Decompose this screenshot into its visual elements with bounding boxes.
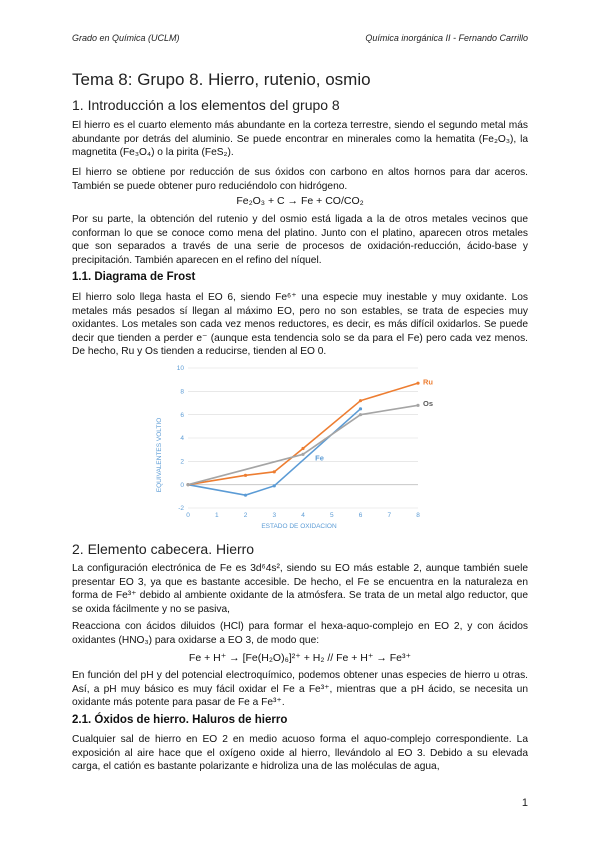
chart-x-tick-label: 8 <box>416 512 420 519</box>
header-course: Grado en Química (UCLM) <box>72 33 180 43</box>
chart-point-ru <box>273 470 276 473</box>
oxides-halides-heading: 2.1. Óxidos de hierro. Haluros de hierro <box>72 714 288 726</box>
chart-series-line-ru <box>188 383 418 485</box>
chart-point-ru <box>301 447 304 450</box>
frost-diagram-chart <box>150 360 450 535</box>
section-2-paragraph-1: La configuración electrónica de Fe es 3d⁶4s², siendo su EO más estable 2, aunque también suele presentar EO 3, ya que es bastante accesible. De hecho, el Fe se encuentra en la naturaleza en forma de Fe³⁺ debido al ambiente oxidante de la atmósfera. Se trata de un metal algo reductor, que se oxida fácilmente y no se pasiva, <box>72 563 528 615</box>
chart-x-tick-label: 5 <box>329 512 334 519</box>
chart-y-tick-label: 4 <box>180 435 184 443</box>
chart-legend-label-os: Os <box>423 398 434 408</box>
chart-x-tick-label: 3 <box>272 512 277 519</box>
chart-point-fe <box>244 494 247 497</box>
section-2-heading: 2. Elemento cabecera. Hierro <box>72 541 255 557</box>
section-1-paragraph-3: Por su parte, la obtención del rutenio y del osmio está ligada a la de otros metales vecinos que conforman lo que se conoce como mena del platino. Junto con el platino, aparecen otros metales que son separados a través de una serie de procesos de oxidación-reducción, ácido-base y precipitación. También aparecen en el refino del níquel. <box>72 214 528 266</box>
chart-gridlines <box>188 368 418 508</box>
chart-point-fe <box>359 407 362 410</box>
frost-diagram-heading: 1.1. Diagrama de Frost <box>72 271 196 283</box>
chart-y-tick-label: 6 <box>180 411 184 419</box>
chart-y-tick-label: 0 <box>180 481 184 489</box>
chart-point-os <box>186 483 189 486</box>
section-1-heading: 1. Introducción a los elementos del grupo 8 <box>72 97 340 113</box>
page-number: 1 <box>521 797 528 809</box>
chart-x-tick-label: 4 <box>301 512 305 519</box>
chart-series <box>186 378 433 497</box>
chart-x-tick-label: 7 <box>387 512 392 519</box>
chart-point-os <box>359 413 362 416</box>
chart-x-tick-label: 0 <box>186 512 190 519</box>
chart-point-os <box>416 404 419 407</box>
chart-x-axis-label: ESTADO DE OXIDACION <box>261 523 337 530</box>
chart-point-fe <box>273 484 276 487</box>
section-1-paragraph-2: El hierro se obtiene por reducción de sus óxidos con carbono en altos hornos para dar aceros. También se puede obtener puro reduciéndolo con hidrógeno. <box>72 167 528 192</box>
section-2-paragraph-2: Reacciona con ácidos diluidos (HCl) para formar el hexa-aquo-complejo en EO 2, y con ácidos oxidantes (HNO₃) para oxidarse a EO 3, de modo que: <box>72 621 528 646</box>
chart-x-tick-label: 2 <box>243 512 248 519</box>
chart-point-ru <box>359 399 362 402</box>
chart-series-line-os <box>188 405 418 484</box>
header-subject: Química inorgánica II - Fernando Carrillo <box>365 33 528 43</box>
reduction-equation: Fe₂O₃ + C → Fe + CO/CO₂ <box>236 195 364 207</box>
chart-point-ru <box>244 474 247 477</box>
chart-legend-label-ru: Ru <box>423 377 433 387</box>
frost-paragraph: El hierro solo llega hasta el EO 6, siendo Fe⁶⁺ una especie muy inestable y muy oxidante. Los metales más pesados sí llegan al máximo EO, pero no son estables, se trata de especies muy oxidantes. Los metales son cada vez menos reductores, es decir, es más difícil oxidarlos. Se puede decir que tienden a perder e⁻ (aunque esta tendencia solo se da para el Fe) pero cada vez menos. De hecho, Ru y Os tienden a reducirse, tienden al EO 0. <box>72 292 528 357</box>
chart-x-tick-label: 1 <box>214 512 219 519</box>
chart-legend-label-fe: Fe <box>315 453 324 463</box>
chart-y-axis-label: EQUIVALENTES VOLTIO <box>156 417 163 493</box>
page-title: Tema 8: Grupo 8. Hierro, rutenio, osmio <box>72 70 371 89</box>
chart-x-tick-label: 6 <box>358 512 363 519</box>
section-1-paragraph-1: El hierro es el cuarto elemento más abundante en la corteza terrestre, siendo el segundo metal más abundante por detrás del aluminio. Se puede encontrar en minerales como la hematita (Fe₂O₃), la magnetita (Fe₃O₄) o la pirita (FeS₂). <box>72 120 528 158</box>
acid-reaction-equation: Fe + H⁺ → [Fe(H₂O)₆]²⁺ + H₂ // Fe + H⁺ → Fe³⁺ <box>188 652 412 664</box>
section-2-paragraph-3: En función del pH y del potencial electroquímico, podemos obtener unas especies de hierro u otras. Así, a pH muy básico es muy fácil oxidar el Fe a Fe³⁺, mientras que a pH ácido, se necesita un oxidante más potente para pasar de Fe a Fe³⁺. <box>72 670 528 708</box>
chart-y-tick-label: 2 <box>180 458 184 466</box>
chart-axes <box>177 365 420 519</box>
chart-y-tick-label: -2 <box>178 505 184 513</box>
chart-y-tick-label: 8 <box>180 388 184 396</box>
chart-y-tick-label: 10 <box>176 365 184 373</box>
chart-point-ru <box>416 382 419 385</box>
chart-point-os <box>301 453 304 456</box>
oxides-paragraph: Cualquier sal de hierro en EO 2 en medio acuoso forma el aquo-complejo correspondiente. La exposición al aire hace que el oxígeno oxide al hierro, llevándolo al EO 3. Debido a su elevada carga, el catión es bastante polarizante e hidroliza una de las moléculas de agua, <box>72 734 528 772</box>
